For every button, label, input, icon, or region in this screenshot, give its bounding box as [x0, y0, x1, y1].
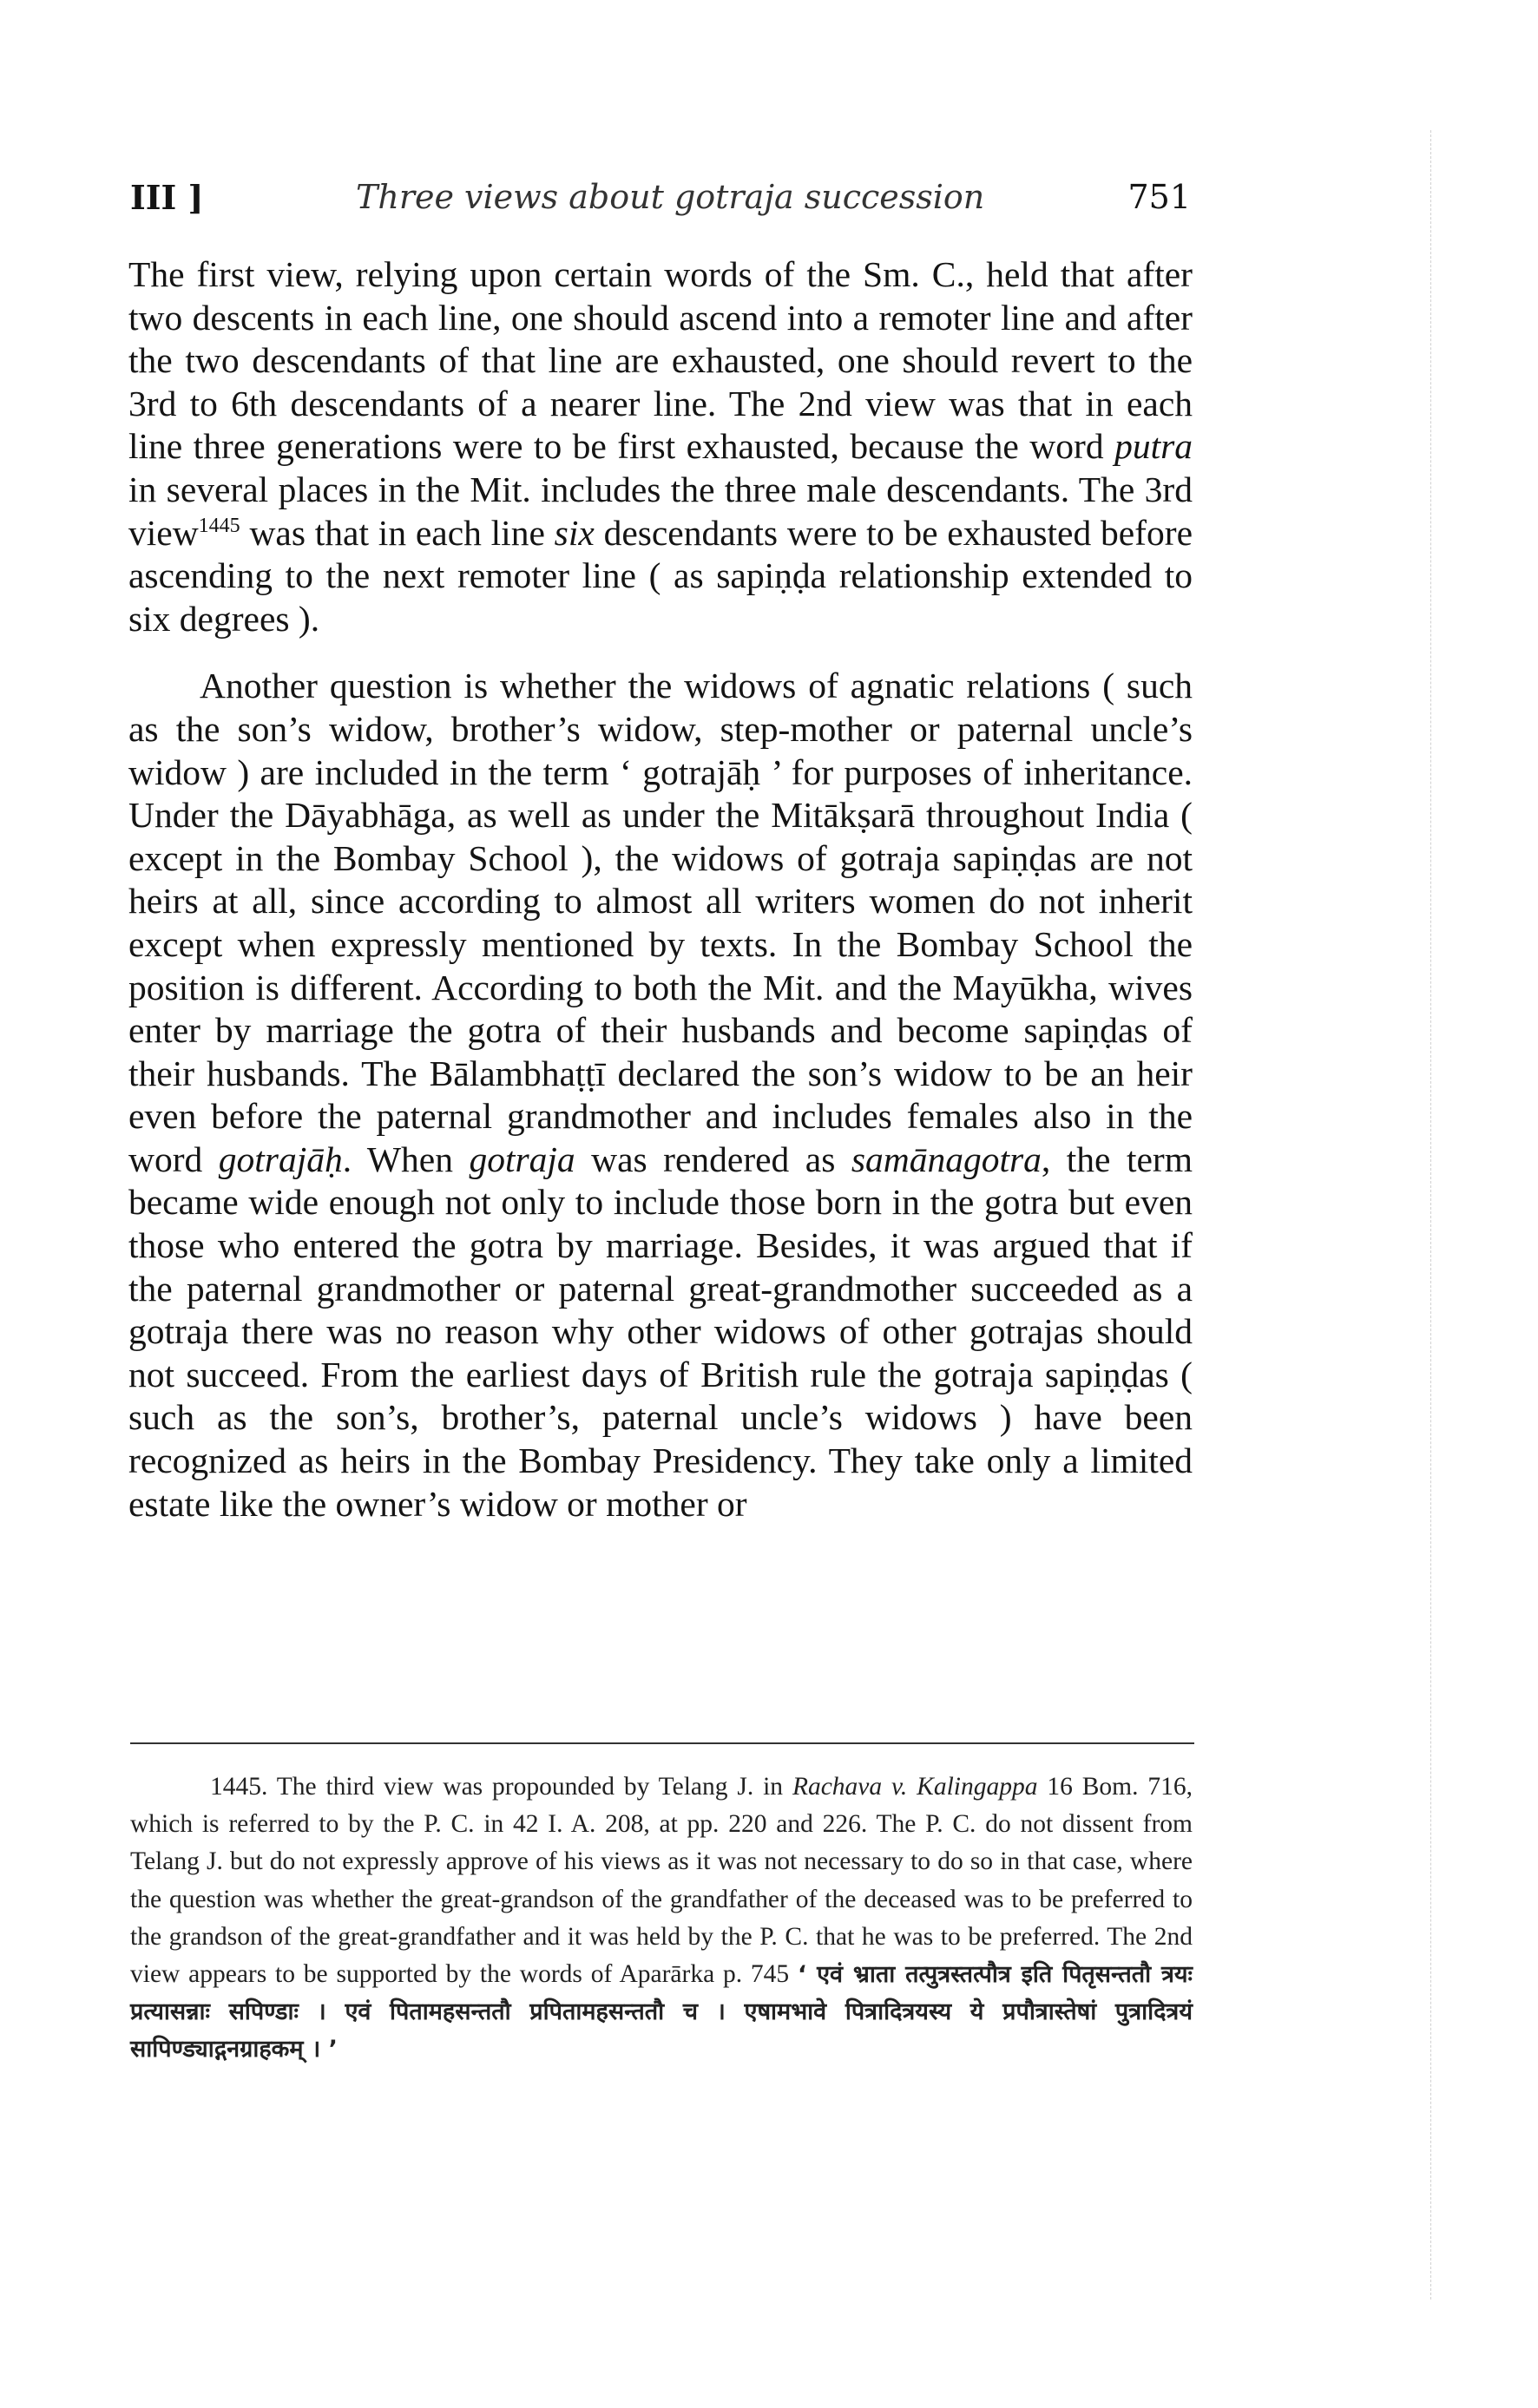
text-run: The first view, relying upon certain words of the Sm. C., held that after two descents in each line, one should ascend into a remoter line and after the two descendants of that line are exhausted, one should revert to the 3rd to 6th descendants of a nearer line. The 2nd view was that in each line three generations were to be first exhausted, because the word: [128, 254, 1193, 467]
case-citation: Rachava v. Kalingappa: [792, 1773, 1038, 1801]
text-run: 16 Bom. 716, which is referred to by the P. C. in 42 I. A. 208, at pp. 220 and 226. The P. C. do not dissent from Telang J. but do not expressly approve of his views as it was not necessary to do so in that case, where the question was whether the great-grandson of the grandfather of the deceased was to be preferred to the grandson of the great-grandfather and it was held by the P. C. that he was to be preferred. The 2nd view appears to be supported by the words of Aparārka p. 745: [130, 1773, 1193, 1989]
text-run: was rendered as: [575, 1138, 851, 1179]
sanskrit-quotation: ‘ एवं भ्राता तत्पुत्रस्तत्पौत्र इति पितृसन्ततौ त्रयः प्रत्यासन्नाः सपिण्डाः । एवं पितामहसन्ततौ प्रपितामहसन्ततौ च । एषामभावे पित्रादित्रयस्य ये प्रपौत्रास्तेषां पुत्रादित्रयं सापिण्ड्याद्गनग्राहकम् । ’: [130, 1961, 1193, 2064]
footnote-number: 1445.: [210, 1773, 268, 1801]
footnote-reference: 1445: [198, 514, 240, 537]
text-run: was that in each line: [240, 512, 555, 553]
main-text: [128, 253, 1193, 1526]
text-run: The third view was propounded by Telang J. in: [267, 1773, 792, 1801]
page-header: [130, 178, 1191, 230]
text-run: Another question is whether the widows of agnatic relations ( such as the son’s widow, brother’s widow, step-mother or paternal uncle’s widow ) are included in the term ‘ gotrajāḥ ’ for purposes of inheritance. Under the Dāyabhāga, as well as under the Mitākṣarā throughout India ( except in the Bombay School ), the widows of gotraja sapiṇḍas are not heirs at all, since according to almost all writers women do not inherit except when expressly mentioned by texts. In the Bombay School the position is different. According to both the Mit. and the Mayūkha, wives enter by marriage the gotra of their husbands and become sapiṇḍas of their husbands. The Bālambhaṭṭī declared the son’s widow to be an heir even before the paternal grandmother and includes females also in the word: [128, 666, 1193, 1179]
page-number: 751: [1127, 178, 1191, 216]
text-run: , the term became wide enough not only to include those born in the gotra but even those who entered the gotra by marriage. Besides, it was argued that if the paternal grandmother or paternal great-grandmother succeeded as a gotraja there was no reason why other widows of other gotrajas should not succeed. From the earliest days of British rule the gotraja sapiṇḍas ( such as the son’s, brother’s, paternal uncle’s widows ) have been recognized as heirs in the Bombay Presidency. They take only a limited estate like the owner’s widow or mother or: [128, 1138, 1193, 1524]
text-run: in several places in the Mit. includes the three male descendants. The 3rd view: [128, 469, 1193, 553]
text-run: descendants were to be exhausted before ascending to the next remoter line ( as sapiṇḍa relationship extended to six degrees ).: [128, 512, 1193, 639]
paragraph-1: [128, 253, 1193, 640]
text-run: . When: [342, 1138, 470, 1179]
running-title: Three views about gotraja succession: [356, 178, 985, 216]
italic-term: samānagotra: [851, 1138, 1042, 1179]
chapter-marker: III ]: [130, 178, 204, 217]
scan-margin-line: [1430, 130, 1431, 2300]
italic-term: putra: [1114, 426, 1193, 467]
italic-term: six: [554, 512, 595, 553]
paragraph-2: [128, 665, 1193, 1526]
italic-term: gotrajāḥ: [218, 1138, 343, 1179]
italic-term: gotraja: [469, 1138, 575, 1179]
footnote-divider: [130, 1742, 1194, 1744]
footnote-1445: [130, 1768, 1193, 2069]
